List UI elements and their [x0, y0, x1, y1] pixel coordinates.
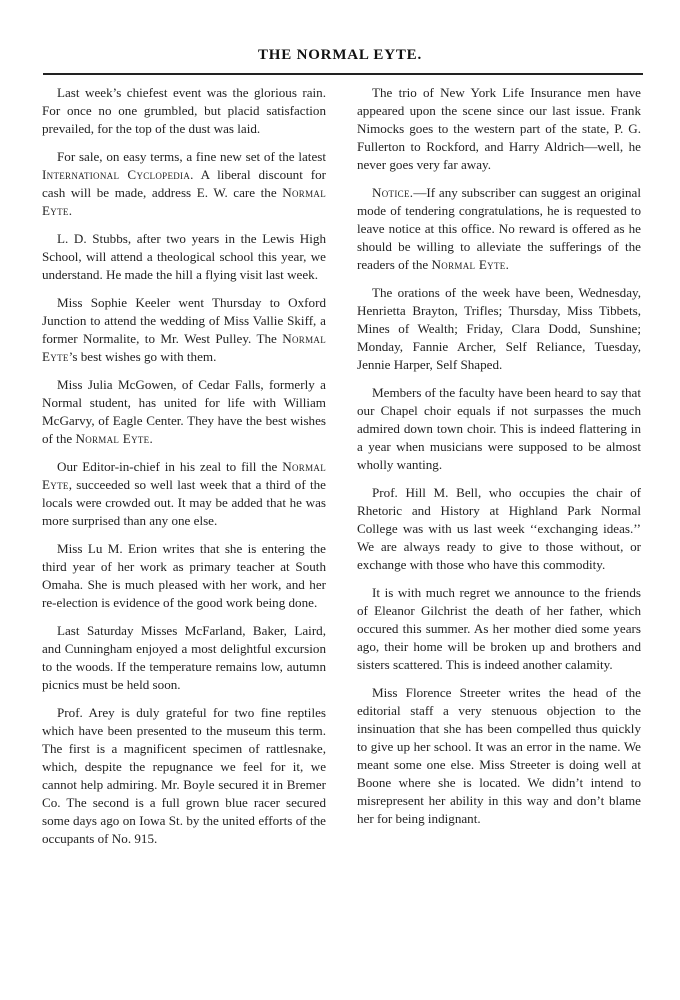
paragraph-text: Our Editor-in-chief in his zeal to fill the: [57, 459, 283, 474]
news-item: [42, 230, 326, 284]
paragraph-text: .: [149, 431, 153, 446]
news-item: [42, 704, 326, 848]
paragraph-text: .: [505, 257, 509, 272]
paragraph-text: .: [68, 203, 72, 218]
small-caps-text: International Cyclopedia: [42, 167, 191, 182]
small-caps-text: Normal Eyte: [42, 185, 326, 218]
small-caps-text: Normal Eyte: [75, 431, 150, 446]
small-caps-text: Normal Eyte: [42, 331, 326, 364]
news-item: [357, 284, 641, 374]
news-item: [42, 458, 326, 530]
paragraph-text: ’s best wishes go with them.: [68, 349, 217, 364]
news-item: [357, 184, 641, 274]
news-item: [42, 294, 326, 366]
news-item: [42, 148, 326, 220]
paragraph-text: Miss Julia McGowen, of Cedar Falls, formerly a Normal student, has united for life with William McGarvy, of Eagle Center. They have the best wishes of the: [42, 377, 326, 446]
news-item: [357, 584, 641, 674]
paragraph-text: —If any subscriber can suggest an original mode of tendering congratulations, he is requested to leave notice at this office. No reward is offered as he should be willing to alleviate the sufferings of the readers of the: [357, 185, 641, 272]
paragraph-text: It is with much regret we announce to the friends of Eleanor Gilchrist the death of her father, which occured this summer. As her mother died some years ago, their home will be broken up and brothers and sisters scattered. This is indeed another calamity.: [357, 585, 641, 672]
news-item: [42, 84, 326, 138]
paragraph-text: Prof. Arey is duly grateful for two fine reptiles which have been presented to the museum this term. The first is a magnificent specimen of rattlesnake, which, despite the repugnance we feel for it, we cannot help admiring. Mr. Boyle secured it in Bremer Co. The second is a full grown blue racer secured some days ago on Iowa St. by the united efforts of the occupants of No. 915.: [42, 705, 326, 846]
paragraph-text: Miss Florence Streeter writes the head of the editorial staff a very stenuous objection to the insinuation that she has been compelled thus quickly to give up her school. It was an error in the name. We meant some one else. Miss Streeter is doing well at Boone where she is located. We didn’t intend to misrepresent her ability in this way and don’t blame her for being indignant.: [357, 685, 641, 826]
page-title: THE NORMAL EYTE.: [257, 47, 423, 63]
column-right: [357, 84, 641, 838]
paragraph-text: For sale, on easy terms, a fine new set of the latest: [57, 149, 326, 164]
small-caps-text: Notice.: [372, 185, 414, 200]
paragraph-text: , succeeded so well last week that a third of the locals were crowded out. It may be added that he was more surprised than any one else.: [42, 477, 326, 528]
news-item: [42, 540, 326, 612]
header-rule: [43, 73, 643, 75]
small-caps-text: Normal Eyte: [42, 459, 326, 492]
news-item: [357, 384, 641, 474]
news-item: [357, 484, 641, 574]
paragraph-text: The orations of the week have been, Wednesday, Henrietta Brayton, Trifles; Thursday, Miss Tibbets, Mines of Wealth; Friday, Clara Dodd, Sunshine; Monday, Fannie Archer, Self Reliance, Tuesday, Jennie Harper, Self Shaped.: [357, 285, 641, 372]
news-item: [42, 622, 326, 694]
paragraph-text: Members of the faculty have been heard to say that our Chapel choir equals if not surpasses the much admired down town choir. This is indeed flattering in a year when musicians were supposed to be almost wholly wanting.: [357, 385, 641, 472]
paragraph-text: Miss Sophie Keeler went Thursday to Oxford Junction to attend the wedding of Miss Vallie Skiff, a former Normalite, to Mr. West Pulley. The: [42, 295, 326, 346]
paragraph-text: Prof. Hill M. Bell, who occupies the chair of Rhetoric and History at Highland Park Normal College was with us last week ‘‘exchanging ideas.’’ We are always ready to give to those without, or exchange with those who have this commodity.: [357, 485, 641, 572]
news-item: [357, 684, 641, 828]
paragraph-text: Miss Lu M. Erion writes that she is entering the third year of her work as primary teacher at South Omaha. She is much pleased with her work, and her re-election is evidence of the good work being done.: [42, 541, 326, 610]
paragraph-text: . A liberal discount for cash will be made, address E. W. care the: [42, 167, 326, 200]
paragraph-text: The trio of New York Life Insurance men have appeared upon the scene since our last issue. Frank Nimocks goes to the western part of the state, P. G. Fullerton to Rockford, and Harry Aldrich—well, he never goes very far away.: [357, 85, 641, 172]
paragraph-text: L. D. Stubbs, after two years in the Lewis High School, will attend a theological school this year, we understand. He made the hill a flying visit last week.: [42, 231, 326, 282]
paragraph-text: Last week’s chiefest event was the glorious rain. For once no one grumbled, but placid satisfaction prevailed, for the top of the dust was laid.: [42, 85, 326, 136]
news-item: [42, 376, 326, 448]
news-item: [357, 84, 641, 174]
column-left: [42, 84, 326, 858]
paragraph-text: Last Saturday Misses McFarland, Baker, Laird, and Cunningham enjoyed a most delightful excursion to the woods. If the temperature remains low, autumn picnics must be held soon.: [42, 623, 326, 692]
small-caps-text: Normal Eyte: [431, 257, 506, 272]
